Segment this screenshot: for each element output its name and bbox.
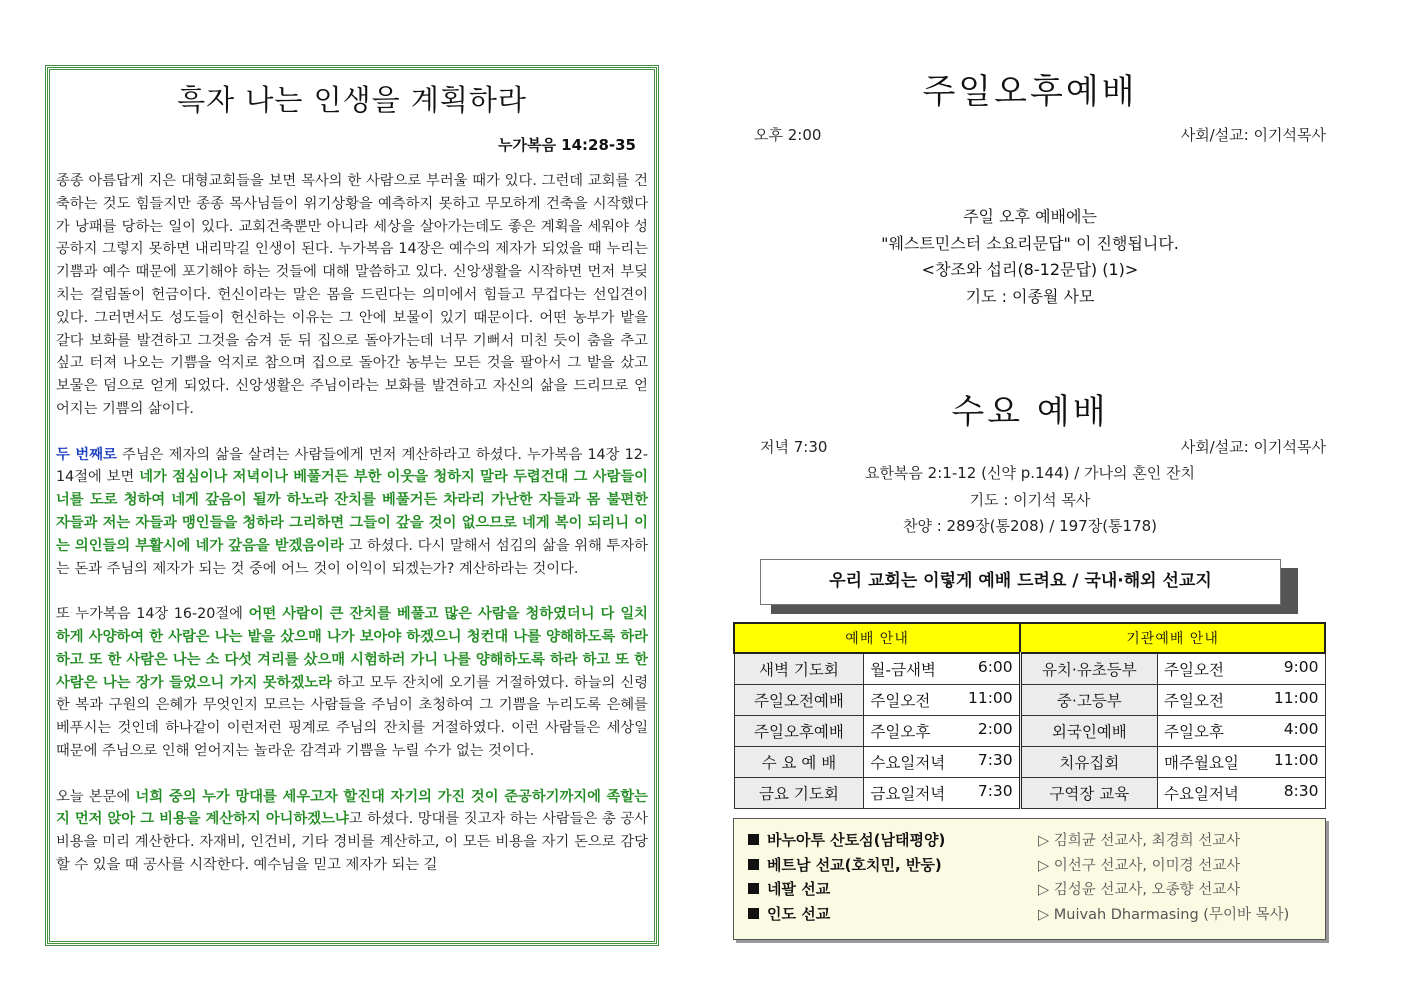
service-time-cell: 금요일저녁 7:30 [864,777,1020,808]
schedule-header-departments: 기관예배 안내 [1020,623,1325,653]
service-name: 주일오전예배 [734,684,864,715]
sermon-text: 주님은 제자의 삶을 살려는 사람들에게 먼저 계산하라고 하셨다. 누가복음 14장 12-14절에 보면 [56,446,648,486]
department-name: 구역장 교육 [1020,777,1157,808]
mission-place: 베트남 선교(호치민, 반둥) [767,855,942,874]
service-time-cell: 주일오전 11:00 [864,684,1020,715]
mission-people: ▷ 이선구 선교사, 이미경 선교사 [1038,857,1241,874]
list-item [742,829,1325,854]
sermon-point-lead: 두 번째로 [56,446,117,463]
sunday-notice-line: <창조와 섭리(8-12문답) (1)> [921,260,1139,279]
wednesday-prayer: 기도 : 이기석 목사 [969,490,1091,509]
department-name: 유치·유초등부 [1020,653,1157,684]
mission-place: 인도 선교 [767,904,831,923]
sermon-paragraph-3 [56,603,648,763]
sunday-service-title: 주일오후예배 [922,72,1138,112]
sermon-text: 고 하셨다. 망대를 짓고자 하는 사람들은 총 공사 비용을 미리 계산한다. 자재비, 인건비, 기타 경비를 계산하고, 이 모든 비용을 자기 돈으로 감당할 수 있을 때 공사를 시작한다. 예수님을 믿고 제자가 되는 길 [56,811,648,873]
sermon-text: 고 하셨다. 다시 말해서 섬김의 삶을 위해 투자하는 돈과 주님의 제자가 되는 것 중에 어느 것이 이익이 되겠는가? 계산하라는 것이다. [56,537,648,577]
department-time-cell: 수요일저녁 8:30 [1158,777,1325,808]
department-time-cell: 주일오전 11:00 [1158,684,1325,715]
sermon-title: 흑자 나는 인생을 계획하라 [177,83,527,117]
table-row [734,653,1325,684]
sermon-panel [47,67,657,944]
schedule-header-worship: 예배 안내 [734,623,1020,653]
wednesday-info [735,460,1325,540]
department-name: 치유집회 [1020,746,1157,777]
wednesday-service-leader: 사회/설교: 이기석목사 [1180,438,1326,456]
service-name: 금요 기도회 [734,777,864,808]
sunday-notice-line: "웨스트민스터 소요리문답" 이 진행됩니다. [881,233,1179,253]
sunday-notice-line: 기도 : 이종월 사모 [965,286,1095,306]
worship-banner: 우리 교회는 이렇게 예배 드려요 / 국내·해외 선교지 [760,559,1281,605]
square-bullet-icon [748,834,759,845]
department-time-cell: 매주월요일 11:00 [1158,746,1325,777]
wednesday-service-time: 저녁 7:30 [760,438,828,456]
list-item [742,878,1325,903]
wednesday-scripture: 요한복음 2:1-12 (신약 p.144) / 가나의 혼인 잔치 [864,464,1196,482]
sermon-text: 또 누가복음 14장 16-20절에 [56,606,249,623]
department-name: 외국인예배 [1020,715,1157,746]
service-time-cell: 주일오후 2:00 [864,715,1020,746]
square-bullet-icon [748,859,759,870]
scripture-quote: 네가 점심이나 저녁이나 베풀거든 부한 이웃을 청하지 말라 두렵건대 그 사람들이 너를 도로 청하여 네게 갚음이 될까 하노라 잔치를 베풀거든 차라리 가난한 자들과 몸 불편한 자들과 저는 자들과 맹인들을 청하라 그리하면 그들이 갚을 것이 없으므로 네게 복이 되리니 이는 의인들의 부활시에 네가 갚음을 받겠음이라 [56,469,648,554]
mission-place: 네팔 선교 [767,880,831,898]
service-time-cell: 수요일저녁 7:30 [864,746,1020,777]
sunday-notice [735,204,1325,310]
sunday-notice-line: 주일 오후 예배에는 [963,207,1097,226]
mission-people: ▷ Muivah Dharmasing (무이바 목사) [1038,906,1290,923]
worship-schedule-table [733,622,1326,809]
mission-people: ▷ 김희균 선교사, 최경희 선교사 [1038,833,1241,849]
sermon-reference: 누가복음 14:28-35 [497,136,636,154]
list-item [742,854,1325,879]
table-row [734,746,1325,777]
service-time-cell: 월-금새벽 6:00 [864,653,1020,684]
service-name: 주일오후예배 [734,715,864,746]
missions-box [733,818,1326,940]
sermon-text: 하고 모두 잔치에 오기를 거절하였다. 하늘의 신령한 복과 구원의 은혜가 무엇인지 모르는 사람들을 주님이 초청하여 그 기쁨을 누리도록 은혜를 베푸시는 것인데 하나같이 이런저런 핑계로 주님의 잔치를 거절하였다. 이런 사람들은 세상일 때문에 주님으로 인해 얻어지는 놀라운 감격과 기쁨을 누릴 수가 없는 것이다. [56,674,649,759]
department-time-cell: 주일오후 4:00 [1158,715,1325,746]
wednesday-service-title: 수요 예배 [951,392,1109,432]
department-time-cell: 주일오전 9:00 [1158,653,1325,684]
service-name: 새벽 기도회 [734,653,864,684]
scripture-quote: 어떤 사람이 큰 잔치를 베풀고 많은 사람을 청하였더니 다 일치하게 사양하여 한 사람은 나는 밭을 샀으매 나가 보아야 하겠으니 청컨대 나를 양해하도록 하라 하고 또 한 사람은 나는 소 다섯 겨리를 샀으매 시험하러 가니 나를 양해하도록 하라 하고 또 한 사람은 나는 장가 들었으니 가지 못하겠노라 [56,606,648,691]
table-row [734,715,1325,746]
mission-place: 바누아투 산토섬(남태평양) [767,831,946,849]
sermon-paragraph-4 [56,786,648,877]
sunday-service-leader: 사회/설교: 이기석목사 [1180,126,1326,144]
sermon-body [56,170,648,877]
square-bullet-icon [748,908,759,919]
list-item [742,903,1325,928]
department-name: 중·고등부 [1020,684,1157,715]
service-name: 수 요 예 배 [734,746,864,777]
sermon-text: 오늘 본문에 [56,788,136,805]
mission-people: ▷ 김성윤 선교사, 오종향 선교사 [1038,882,1241,898]
sermon-paragraph-1: 종종 아름답게 지은 대형교회들을 보면 목사의 한 사람으로 부러울 때가 있다. 그런데 교회를 건축하는 것도 힘들지만 종종 목사님들이 위기상황을 예측하지 못하고 무모하게 건축을 시작했다가 낭패를 당하는 일이 있다. 교회건축뿐만 아니라 세상을 살아가는데도 좋은 계획을 세워야 성공하지 그렇지 못하면 내리막길 인생이 된다. 누가복음 14장은 예수의 제자가 되었을 때 누리는 기쁨과 예수 때문에 포기해야 하는 것들에 대해 말씀하고 있다. 신앙생활을 시작하면 먼저 부딪치는 걸림돌이 헌금이다. 헌신이라는 말은 몸을 드린다는 의미에서 힘들고 무겁다는 선입견이 있다. 그러면서도 성도들이 헌신하는 이유는 그 안에 보물이 있기 때문이다. 어떤 농부가 밭을 갈다 보화를 발견하고 그것을 숨겨 둔 뒤 집으로 돌아가는데 너무 기뻐서 미친 듯이 춤을 추고 싶고 터져 나오는 기쁨을 억지로 참으며 집으로 돌아간 농부는 모든 것을 팔아서 그 밭을 샀고 보물은 덤으로 얻게 되었다. 신앙생활은 주님이라는 보화를 발견하고 자신의 삶을 드리므로 얻어지는 기쁨의 삶이다. [56,173,648,417]
square-bullet-icon [748,883,759,894]
scripture-quote: 너희 중의 누가 망대를 세우고자 할진대 자기의 가진 것이 준공하기까지에 족할는지 먼저 앉아 그 비용을 계산하지 아니하겠느냐 [56,788,648,828]
table-row [734,684,1325,715]
wednesday-hymns: 찬양 : 289장(통208) / 197장(통178) [902,517,1158,535]
table-row [734,777,1325,808]
sunday-service-time: 오후 2:00 [754,126,822,144]
sermon-paragraph-2 [56,444,648,581]
